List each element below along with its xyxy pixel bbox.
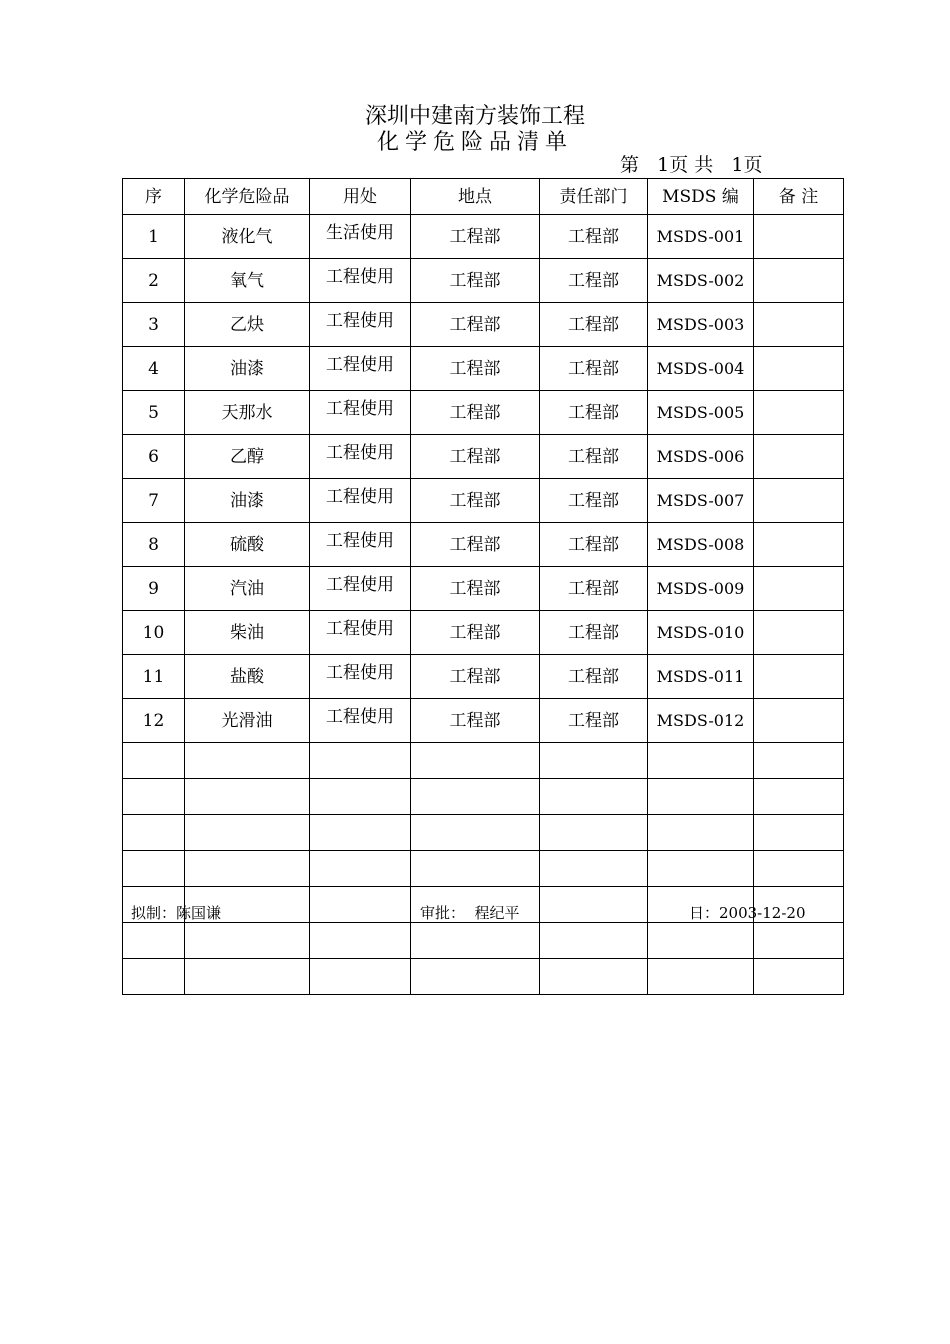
table-row	[123, 435, 844, 479]
empty-cell	[310, 959, 411, 995]
cell-dept: 工程部	[540, 611, 648, 655]
approved-by: 审批： 程纪平	[420, 904, 520, 922]
cell-no: 3	[123, 303, 185, 347]
cell-note	[754, 699, 844, 743]
empty-cell	[123, 851, 185, 887]
empty-cell	[310, 815, 411, 851]
cell-usage: 工程使用	[310, 259, 411, 303]
empty-table-row	[123, 815, 844, 851]
empty-cell	[411, 815, 540, 851]
cell-usage: 工程使用	[310, 655, 411, 699]
table-row	[123, 479, 844, 523]
page-label-prefix: 第	[620, 154, 640, 176]
cell-msds: MSDS-009	[648, 567, 754, 611]
footer-date: 日：2003-12-20	[689, 904, 806, 922]
cell-usage: 工程使用	[310, 435, 411, 479]
cell-no: 6	[123, 435, 185, 479]
empty-cell	[540, 923, 648, 959]
empty-cell	[411, 851, 540, 887]
empty-cell	[123, 815, 185, 851]
cell-chemical-name: 天那水	[185, 391, 310, 435]
cell-chemical-name: 油漆	[185, 347, 310, 391]
cell-chemical-name: 汽油	[185, 567, 310, 611]
cell-chemical-name: 油漆	[185, 479, 310, 523]
table-row	[123, 347, 844, 391]
company-title: 深圳中建南方装饰工程	[364, 104, 585, 129]
cell-location: 工程部	[411, 523, 540, 567]
cell-usage: 工程使用	[310, 611, 411, 655]
empty-cell	[310, 851, 411, 887]
cell-chemical-name: 硫酸	[185, 523, 310, 567]
cell-no: 7	[123, 479, 185, 523]
cell-note	[754, 611, 844, 655]
cell-no: 4	[123, 347, 185, 391]
empty-cell	[123, 779, 185, 815]
cell-msds: MSDS-001	[648, 215, 754, 259]
page-label-suffix: 页	[743, 154, 763, 176]
cell-location: 工程部	[411, 435, 540, 479]
empty-cell	[648, 959, 754, 995]
page-total: 1	[731, 154, 744, 176]
empty-cell	[310, 743, 411, 779]
table-row	[123, 215, 844, 259]
table-body	[123, 215, 844, 995]
cell-location: 工程部	[411, 479, 540, 523]
empty-cell	[411, 923, 540, 959]
cell-location: 工程部	[411, 347, 540, 391]
col-header-note: 备 注	[754, 179, 844, 215]
cell-no: 10	[123, 611, 185, 655]
col-header-no: 序	[123, 179, 185, 215]
cell-no: 5	[123, 391, 185, 435]
table-row	[123, 655, 844, 699]
empty-cell	[185, 923, 310, 959]
cell-no: 12	[123, 699, 185, 743]
empty-cell	[648, 779, 754, 815]
empty-table-row	[123, 743, 844, 779]
empty-cell	[754, 815, 844, 851]
empty-cell	[123, 923, 185, 959]
table-row	[123, 699, 844, 743]
empty-cell	[411, 959, 540, 995]
empty-cell	[648, 923, 754, 959]
empty-cell	[123, 743, 185, 779]
empty-cell	[123, 959, 185, 995]
cell-msds: MSDS-003	[648, 303, 754, 347]
empty-cell	[540, 887, 648, 923]
empty-cell	[754, 743, 844, 779]
cell-location: 工程部	[411, 699, 540, 743]
cell-dept: 工程部	[540, 215, 648, 259]
cell-usage: 工程使用	[310, 303, 411, 347]
prepared-by: 拟制：陈国谦	[131, 904, 222, 922]
cell-note	[754, 259, 844, 303]
cell-msds: MSDS-011	[648, 655, 754, 699]
cell-usage: 工程使用	[310, 699, 411, 743]
cell-chemical-name: 乙醇	[185, 435, 310, 479]
empty-table-row	[123, 851, 844, 887]
cell-msds: MSDS-008	[648, 523, 754, 567]
cell-dept: 工程部	[540, 347, 648, 391]
cell-dept: 工程部	[540, 479, 648, 523]
cell-location: 工程部	[411, 259, 540, 303]
empty-table-row	[123, 923, 844, 959]
cell-note	[754, 567, 844, 611]
cell-no: 1	[123, 215, 185, 259]
table-row	[123, 611, 844, 655]
cell-usage: 工程使用	[310, 391, 411, 435]
col-header-dept: 责任部门	[540, 179, 648, 215]
empty-cell	[648, 815, 754, 851]
empty-cell	[185, 851, 310, 887]
cell-note	[754, 655, 844, 699]
cell-note	[754, 347, 844, 391]
cell-msds: MSDS-006	[648, 435, 754, 479]
empty-table-row	[123, 779, 844, 815]
cell-note	[754, 479, 844, 523]
cell-location: 工程部	[411, 611, 540, 655]
cell-usage: 工程使用	[310, 347, 411, 391]
cell-dept: 工程部	[540, 303, 648, 347]
cell-usage: 生活使用	[310, 215, 411, 259]
cell-chemical-name: 乙炔	[185, 303, 310, 347]
cell-usage: 工程使用	[310, 523, 411, 567]
empty-cell	[185, 779, 310, 815]
cell-note	[754, 215, 844, 259]
cell-msds: MSDS-010	[648, 611, 754, 655]
col-header-name: 化学危险品	[185, 179, 310, 215]
cell-chemical-name: 柴油	[185, 611, 310, 655]
empty-cell	[540, 815, 648, 851]
cell-note	[754, 523, 844, 567]
cell-dept: 工程部	[540, 699, 648, 743]
chemical-list-table	[122, 178, 844, 995]
cell-usage: 工程使用	[310, 567, 411, 611]
cell-msds: MSDS-005	[648, 391, 754, 435]
empty-cell	[540, 743, 648, 779]
empty-cell	[310, 923, 411, 959]
cell-location: 工程部	[411, 391, 540, 435]
page-current: 1	[657, 154, 670, 176]
cell-msds: MSDS-012	[648, 699, 754, 743]
empty-cell	[754, 779, 844, 815]
cell-dept: 工程部	[540, 567, 648, 611]
cell-chemical-name: 光滑油	[185, 699, 310, 743]
cell-dept: 工程部	[540, 391, 648, 435]
cell-no: 11	[123, 655, 185, 699]
col-header-location: 地点	[411, 179, 540, 215]
cell-msds: MSDS-007	[648, 479, 754, 523]
cell-usage: 工程使用	[310, 479, 411, 523]
cell-chemical-name: 氧气	[185, 259, 310, 303]
cell-no: 8	[123, 523, 185, 567]
col-header-usage: 用处	[310, 179, 411, 215]
empty-cell	[540, 779, 648, 815]
document-title: 化学危险品清单	[376, 130, 573, 155]
cell-location: 工程部	[411, 215, 540, 259]
empty-cell	[754, 959, 844, 995]
cell-note	[754, 391, 844, 435]
empty-cell	[648, 743, 754, 779]
empty-cell	[310, 779, 411, 815]
table-row	[123, 523, 844, 567]
empty-cell	[185, 815, 310, 851]
empty-cell	[310, 887, 411, 923]
page-label-middle: 页 共	[669, 154, 714, 176]
empty-cell	[540, 959, 648, 995]
empty-cell	[185, 743, 310, 779]
cell-msds: MSDS-004	[648, 347, 754, 391]
empty-cell	[185, 959, 310, 995]
empty-cell	[754, 851, 844, 887]
cell-msds: MSDS-002	[648, 259, 754, 303]
table-header-row	[123, 179, 844, 215]
table-row	[123, 567, 844, 611]
cell-dept: 工程部	[540, 523, 648, 567]
empty-cell	[411, 779, 540, 815]
cell-note	[754, 303, 844, 347]
cell-chemical-name: 液化气	[185, 215, 310, 259]
cell-no: 2	[123, 259, 185, 303]
cell-location: 工程部	[411, 303, 540, 347]
empty-table-row	[123, 959, 844, 995]
empty-cell	[540, 851, 648, 887]
table-row	[123, 303, 844, 347]
cell-no: 9	[123, 567, 185, 611]
table-row	[123, 259, 844, 303]
cell-location: 工程部	[411, 655, 540, 699]
cell-dept: 工程部	[540, 655, 648, 699]
cell-chemical-name: 盐酸	[185, 655, 310, 699]
cell-dept: 工程部	[540, 435, 648, 479]
cell-location: 工程部	[411, 567, 540, 611]
cell-dept: 工程部	[540, 259, 648, 303]
empty-cell	[411, 743, 540, 779]
empty-cell	[754, 923, 844, 959]
empty-cell	[648, 851, 754, 887]
cell-note	[754, 435, 844, 479]
page-indicator	[620, 153, 763, 177]
table-row	[123, 391, 844, 435]
col-header-msds: MSDS 编	[648, 179, 754, 215]
